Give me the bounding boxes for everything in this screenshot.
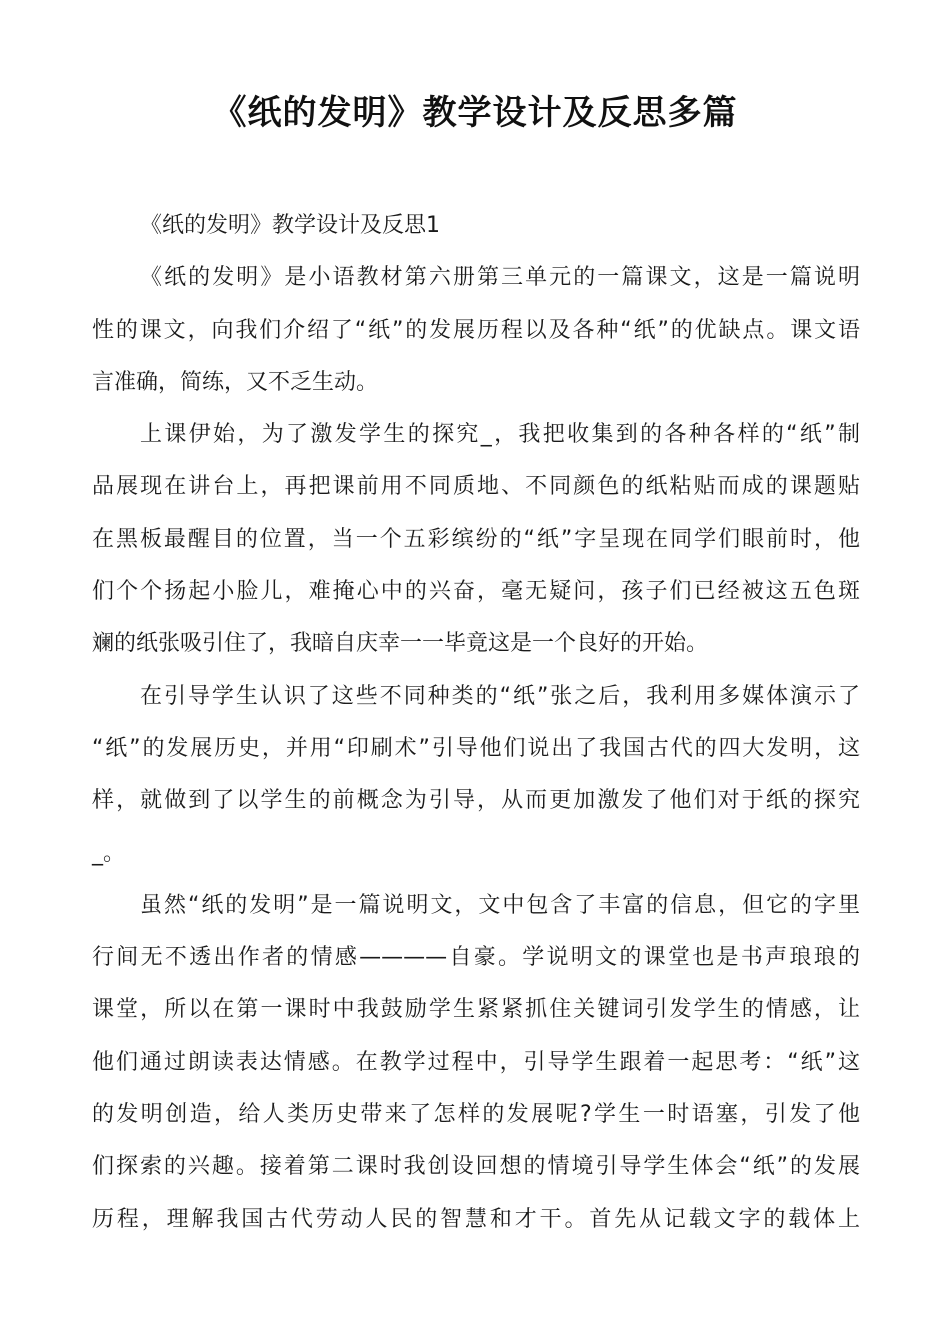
- paragraph-line: 《纸的发明》是小语教材第六册第三单元的一篇课文，这是一篇说明: [140, 265, 860, 291]
- paragraph-line: 在黑板最醒目的位置，当一个五彩缤纷的“纸”字呈现在同学们眼前时，他: [92, 526, 860, 552]
- paragraph-line: 虽然“纸的发明”是一篇说明文，文中包含了丰富的信息，但它的字里: [140, 892, 860, 918]
- paragraph-line: 课堂，所以在第一课时中我鼓励学生紧紧抓住关键词引发学生的情感，让: [92, 997, 860, 1023]
- paragraph-line: 样，就做到了以学生的前概念为引导，从而更加激发了他们对于纸的探究: [92, 788, 860, 814]
- paragraph-line: “纸”的发展历史，并用“印刷术”引导他们说出了我国古代的四大发明，这: [92, 735, 860, 761]
- paragraph-line: 品展现在讲台上，再把课前用不同质地、不同颜色的纸粘贴而成的课题贴: [92, 474, 860, 500]
- paragraph-line: 上课伊始，为了激发学生的探究_，我把收集到的各种各样的“纸”制: [140, 422, 860, 448]
- paragraph-line: _。: [92, 840, 126, 866]
- document-title: 《纸的发明》教学设计及反思多篇: [212, 93, 738, 133]
- paragraph-line: 们个个扬起小脸儿，难掩心中的兴奋，毫无疑问，孩子们已经被这五色斑: [92, 579, 860, 605]
- paragraph-line: 们探索的兴趣。接着第二课时我创设回想的情境引导学生体会“纸”的发展: [92, 1154, 860, 1180]
- paragraph-line: 行间无不透出作者的情感————自豪。学说明文的课堂也是书声琅琅的: [92, 945, 860, 971]
- paragraph-line: 历程，理解我国古代劳动人民的智慧和才干。首先从记载文字的载体上: [92, 1206, 860, 1232]
- document-body: [92, 200, 860, 1246]
- paragraph-line: 在引导学生认识了这些不同种类的“纸”张之后，我利用多媒体演示了: [140, 683, 860, 709]
- paragraph-line: 性的课文，向我们介绍了“纸”的发展历程以及各种“纸”的优缺点。课文语: [92, 317, 860, 343]
- paragraph-line: 他们通过朗读表达情感。在教学过程中，引导学生跟着一起思考：“纸”这: [92, 1049, 860, 1075]
- paragraph-line: 的发明创造，给人类历史带来了怎样的发展呢?学生一时语塞，引发了他: [92, 1102, 860, 1128]
- section-heading: 《纸的发明》教学设计及反思1: [140, 213, 440, 238]
- paragraph-line: 言准确，简练，又不乏生动。: [92, 369, 379, 395]
- paragraph-line: 斓的纸张吸引住了，我暗自庆幸一一毕竟这是一个良好的开始。: [92, 631, 709, 657]
